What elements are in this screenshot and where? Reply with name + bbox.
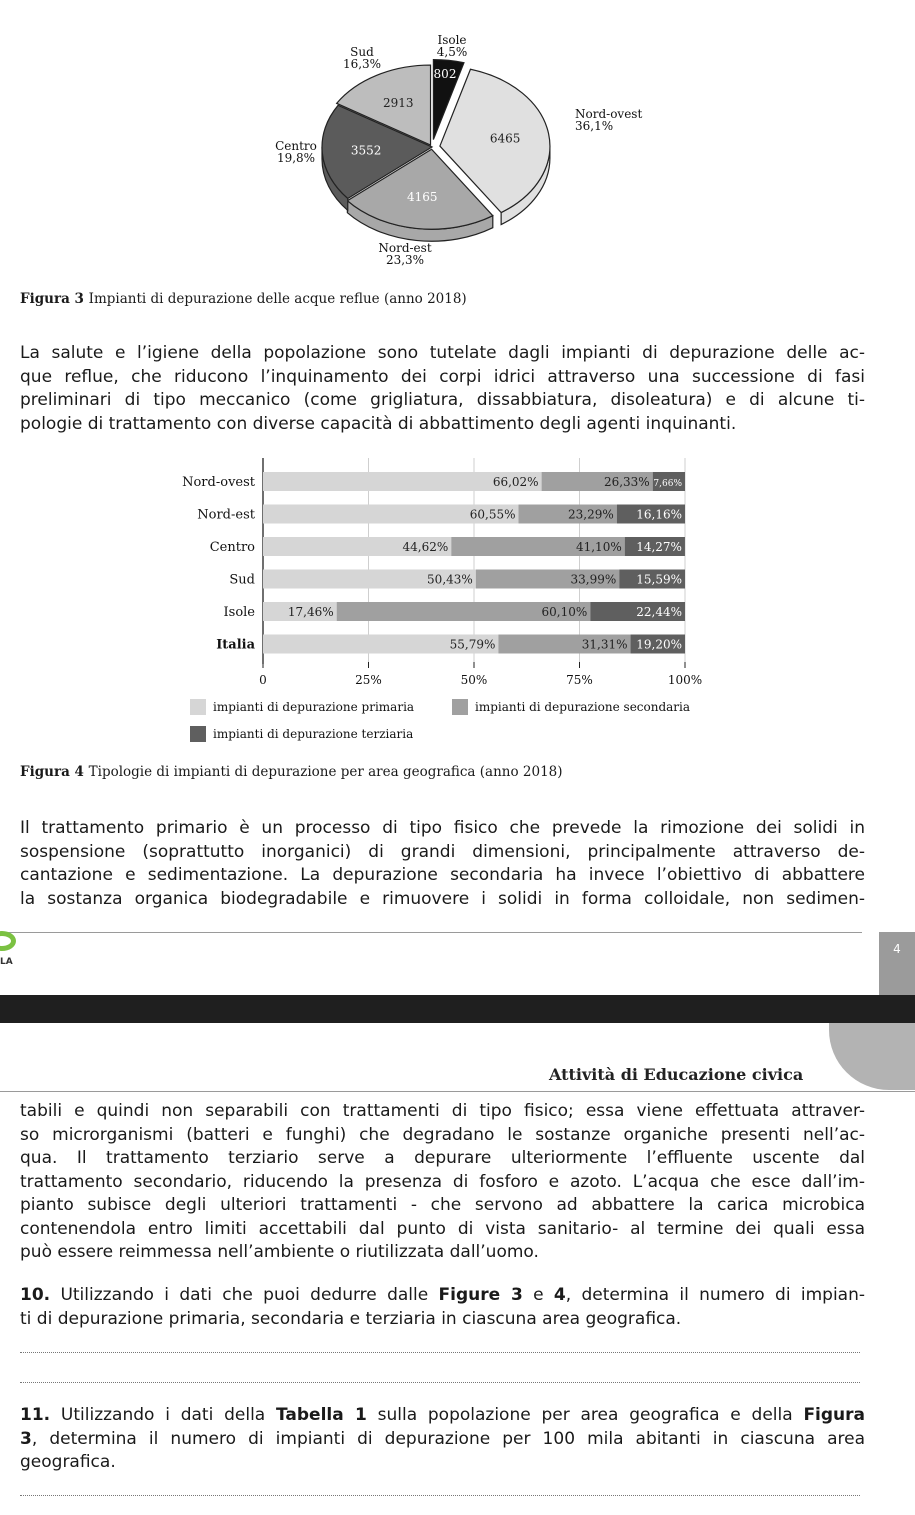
question-ref: Figure 3 <box>438 1285 523 1305</box>
bar-category-label: Isole <box>223 605 255 620</box>
answer-line[interactable] <box>20 1382 860 1383</box>
bar-value-label: 16,16% <box>636 507 682 522</box>
bar-value-label: 7,66% <box>653 479 682 489</box>
legend-label: impianti di depurazione terziaria <box>213 727 414 741</box>
footer-rule <box>0 932 862 933</box>
paragraph-line: preliminari di tipo meccanico (come grigliatura, dissabbiatura, disoleatura) e di alcune ti- <box>20 390 865 410</box>
bar-value-label: 41,10% <box>575 540 622 554</box>
question-ref: Figura <box>803 1405 866 1425</box>
answer-line[interactable] <box>20 1495 860 1496</box>
pie-value-label: 2913 <box>382 96 414 111</box>
bar-value-label: 55,79% <box>449 637 496 652</box>
question-text: e <box>522 1285 554 1305</box>
x-tick-label: 75% <box>566 673 593 687</box>
paragraph-line: tabili e quindi non separabili con trattamenti di tipo fisico; essa viene effettuata attraver- <box>20 1101 865 1121</box>
paragraph-line: pologie di trattamento con diverse capacità di abbattimento degli agenti inquinanti. <box>20 413 737 434</box>
bar-value-label: 31,31% <box>581 637 628 652</box>
x-tick-label: 100% <box>667 673 703 687</box>
bar-value-label: 60,55% <box>469 507 516 522</box>
bar-value-label: 66,02% <box>492 475 539 489</box>
question-text: Utilizzando i dati della <box>60 1405 276 1425</box>
bar-category-label: Sud <box>229 572 255 588</box>
page-number: 4 <box>879 932 915 995</box>
paragraph-line: cantazione e sedimentazione. La depurazione secondaria ha invece l’obiettivo di abbattere <box>20 865 865 885</box>
question-number: 11. <box>20 1405 51 1425</box>
pie-value-label: 6465 <box>489 131 521 146</box>
paragraph-line: contenendola entro limiti accettabili dal punto di vista sanitario- al termine dei quali essa <box>20 1218 865 1239</box>
figure3-caption-text: Impianti di depurazione delle acque reflue (anno 2018) <box>88 291 467 307</box>
paragraph-1 <box>20 342 865 436</box>
question-ref: 4 <box>553 1285 566 1305</box>
figure4-bar-chart <box>0 450 915 750</box>
paragraph-3 <box>20 1100 865 1265</box>
figure4-caption <box>20 764 563 780</box>
pie-value-label: 4165 <box>407 189 438 204</box>
figure4-caption-text: Tipologie di impianti di depurazione per area geografica (anno 2018) <box>88 764 563 780</box>
question-text: sulla popolazione per area geografica e della <box>366 1405 804 1425</box>
legend-swatch <box>190 699 206 715</box>
question-text: geografica. <box>20 1452 116 1472</box>
question-text: , determina il numero di impianti di depurazione per 100 mila abitanti in ciascuna area <box>31 1428 865 1449</box>
paragraph-line: la sostanza organica biodegradabile e rimuovere i solidi in forma colloidale, non sedimen- <box>20 888 865 909</box>
legend-label: impianti di depurazione secondaria <box>475 700 691 714</box>
bar-value-label: 50,43% <box>427 572 473 587</box>
bar-category-label: Nord-ovest <box>182 475 255 490</box>
figure3-pie-chart <box>0 0 915 285</box>
pie-value-label: 3552 <box>350 143 382 158</box>
x-tick-label: 0 <box>259 673 267 687</box>
legend-label: impianti di depurazione primaria <box>213 700 415 714</box>
paragraph-line: può essere reimmessa nell’ambiente o riutilizzata dall’uomo. <box>20 1242 539 1262</box>
bar-category-label: Centro <box>209 540 255 555</box>
paragraph-line: trattamento secondario, riducendo la presenza di fosforo e azoto. L’acqua che esce dall’im- <box>20 1171 865 1192</box>
question-ref: 3 <box>20 1428 32 1449</box>
pie-category-label: Nord-ovest <box>575 107 643 121</box>
question-text: ti di depurazione primaria, secondaria e terziaria in ciascuna area geografica. <box>20 1308 682 1329</box>
paragraph-line: que reflue, che riducono l’inquinamento dei corpi idrici attraverso una successione di fasi <box>20 366 865 387</box>
logo-fragment: LA <box>0 957 13 967</box>
question-10 <box>20 1284 865 1331</box>
pie-percent-label: 36,1% <box>575 119 614 133</box>
bar-value-label: 33,99% <box>570 572 617 587</box>
bar-value-label: 26,33% <box>603 475 650 489</box>
bar-value-label: 22,44% <box>636 605 682 619</box>
question-11 <box>20 1404 865 1475</box>
publisher-logo <box>0 928 20 968</box>
question-ref: Tabella 1 <box>276 1405 367 1425</box>
bar-value-label: 15,59% <box>636 572 682 587</box>
question-text: Utilizzando i dati che puoi dedurre dalle <box>60 1285 439 1305</box>
bar-value-label: 19,20% <box>636 637 682 652</box>
figure3-caption-label: Figura 3 <box>20 291 84 307</box>
paragraph-line: La salute e l’igiene della popolazione sono tutelate dagli impianti di depurazione delle ac- <box>20 343 865 363</box>
paragraph-line: Il trattamento primario è un processo di tipo fisico che prevede la rimozione dei solidi in <box>20 818 865 838</box>
paragraph-line: qua. Il trattamento terziario serve a depurare ulteriormente l’effluente uscente dal <box>20 1148 865 1168</box>
page-separator-bar <box>0 995 915 1023</box>
bar-category-label: Italia <box>216 637 255 653</box>
question-number: 10. <box>20 1285 51 1305</box>
pie-category-label: Nord-est <box>378 241 432 255</box>
pie-percent-label: 23,3% <box>385 253 425 267</box>
bar-value-label: 14,27% <box>636 540 682 554</box>
bar-value-label: 23,29% <box>568 507 614 522</box>
paragraph-line: sospensione (soprattutto inorganici) di grandi dimensioni, principalmente attraverso de- <box>20 841 865 862</box>
figure4-caption-label: Figura 4 <box>20 764 84 780</box>
section-header: Attività di Educazione civica <box>549 1065 804 1084</box>
figure3-caption <box>20 291 467 307</box>
paragraph-line: pianto subisce degli ulteriori trattamenti - che servono ad abbattere la carica microbica <box>20 1195 865 1215</box>
x-tick-label: 25% <box>355 673 382 687</box>
legend-swatch <box>452 699 468 715</box>
header-tab-shape <box>829 1023 915 1090</box>
bar-category-label: Nord-est <box>197 507 255 523</box>
question-text: , determina il numero di impian- <box>565 1285 865 1305</box>
pie-category-label: Isole <box>437 33 467 47</box>
pie-category-label: Centro <box>275 139 317 153</box>
paragraph-line: so microrganismi (batteri e funghi) che degradano le sostanze organiche presenti nell’ac- <box>20 1124 865 1145</box>
pie-percent-label: 16,3% <box>342 57 382 71</box>
legend-swatch <box>190 726 206 742</box>
bar-value-label: 44,62% <box>402 540 449 554</box>
paragraph-2 <box>20 817 865 911</box>
x-tick-label: 50% <box>460 673 488 687</box>
pie-percent-label: 4,5% <box>436 45 468 59</box>
answer-line[interactable] <box>20 1352 860 1353</box>
bar-value-label: 60,10% <box>541 605 588 619</box>
pie-percent-label: 19,8% <box>276 151 316 165</box>
header-rule <box>0 1091 915 1092</box>
pie-value-label: 802 <box>433 67 457 81</box>
pie-category-label: Sud <box>350 45 374 59</box>
bar-value-label: 17,46% <box>287 605 334 619</box>
